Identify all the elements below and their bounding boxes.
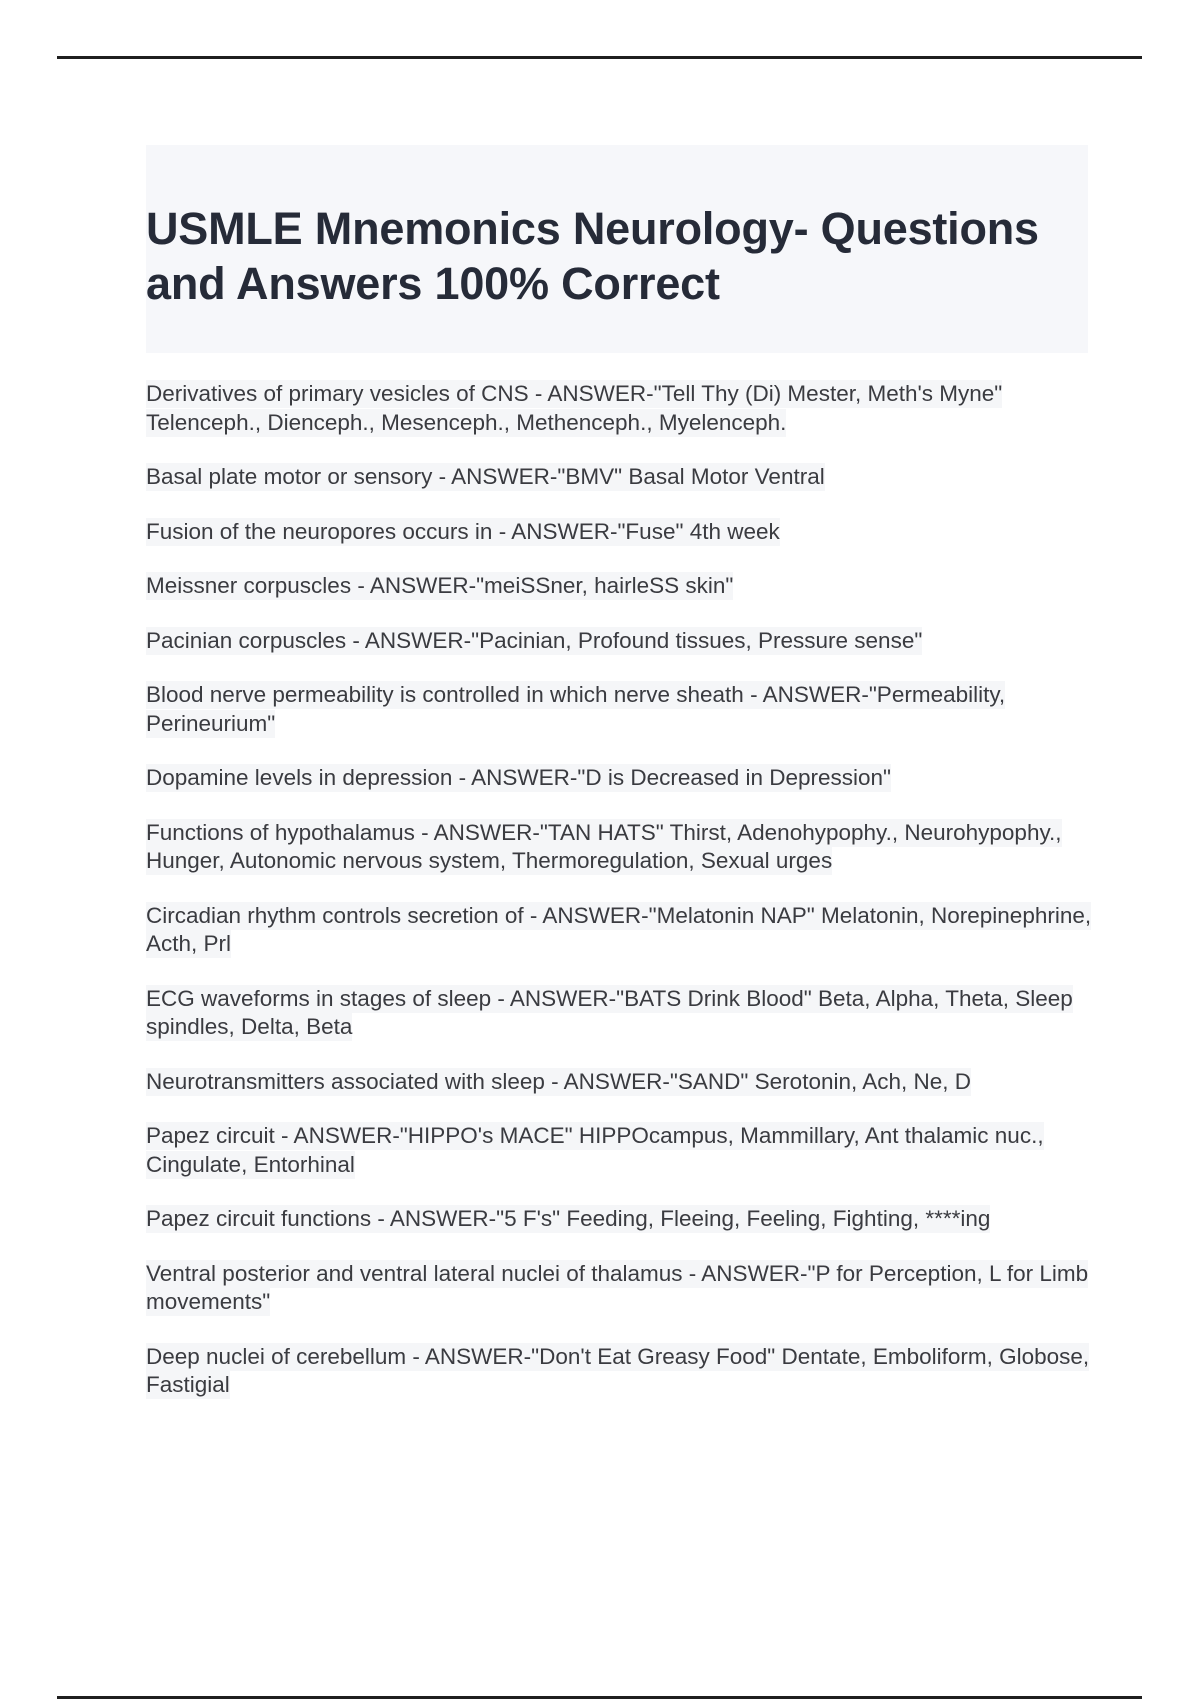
qa-item	[146, 819, 1096, 876]
qa-text: ECG waveforms in stages of sleep - ANSWER-"BATS Drink Blood" Beta, Alpha, Theta, Sleep spindles, Delta, Beta	[146, 985, 1073, 1039]
document-title: USMLE Mnemonics Neurology- Questions and Answers 100% Correct	[146, 203, 1039, 309]
qa-text: Blood nerve permeability is controlled in which nerve sheath - ANSWER-"Permeability, Perineurium"	[146, 682, 1006, 736]
qa-text: Dopamine levels in depression - ANSWER-"D is Decreased in Depression"	[146, 765, 892, 790]
qa-text: Papez circuit functions - ANSWER-"5 F's" Feeding, Fleeing, Feeling, Fighting, ****ing	[146, 1206, 991, 1231]
qa-text: Derivatives of primary vesicles of CNS - ANSWER-"Tell Thy (Di) Mester, Meth's Myne" Telenceph., Dienceph., Mesenceph., Methenceph., Myelenceph.	[146, 381, 1003, 435]
qa-item	[146, 463, 1096, 492]
header-rule	[57, 56, 1142, 59]
qa-text: Circadian rhythm controls secretion of - ANSWER-"Melatonin NAP" Melatonin, Norepinephrine, Acth, Prl	[146, 902, 1092, 956]
qa-item	[146, 902, 1096, 959]
qa-item	[146, 1122, 1096, 1179]
qa-item	[146, 1205, 1096, 1234]
qa-text: Neurotransmitters associated with sleep - ANSWER-"SAND" Serotonin, Ach, Ne, D	[146, 1068, 972, 1094]
qa-item	[146, 572, 1096, 601]
qa-item	[146, 1068, 1096, 1097]
qa-item	[146, 1260, 1096, 1317]
qa-item	[146, 985, 1096, 1042]
qa-item	[146, 681, 1096, 738]
qa-item	[146, 627, 1096, 656]
qa-item	[146, 764, 1096, 793]
qa-text: Fusion of the neuropores occurs in - ANSWER-"Fuse" 4th week	[146, 518, 780, 544]
qa-text: Papez circuit - ANSWER-"HIPPO's MACE" HIPPOcampus, Mammillary, Ant thalamic nuc., Cingulate, Entorhinal	[146, 1123, 1044, 1177]
qa-text: Basal plate motor or sensory - ANSWER-"BMV" Basal Motor Ventral	[146, 464, 825, 489]
qa-text: Ventral posterior and ventral lateral nuclei of thalamus - ANSWER-"P for Perception, L for Limb movements"	[146, 1260, 1089, 1314]
qa-item	[146, 518, 1096, 547]
footer-rule	[57, 1696, 1142, 1699]
qa-text: Functions of hypothalamus - ANSWER-"TAN HATS" Thirst, Adenohypophy., Neurohypophy., Hunger, Autonomic nervous system, Thermoregulation, Sexual urges	[146, 819, 1062, 873]
qa-text: Meissner corpuscles - ANSWER-"meiSSner, hairleSS skin"	[146, 573, 734, 598]
qa-item	[146, 380, 1096, 437]
title-banner	[146, 145, 1088, 353]
qa-text: Deep nuclei of cerebellum - ANSWER-"Don't Eat Greasy Food" Dentate, Emboliform, Globose, Fastigial	[146, 1343, 1090, 1397]
qa-list	[146, 380, 1096, 1426]
qa-text: Pacinian corpuscles - ANSWER-"Pacinian, Profound tissues, Pressure sense"	[146, 627, 923, 653]
qa-item	[146, 1343, 1096, 1400]
